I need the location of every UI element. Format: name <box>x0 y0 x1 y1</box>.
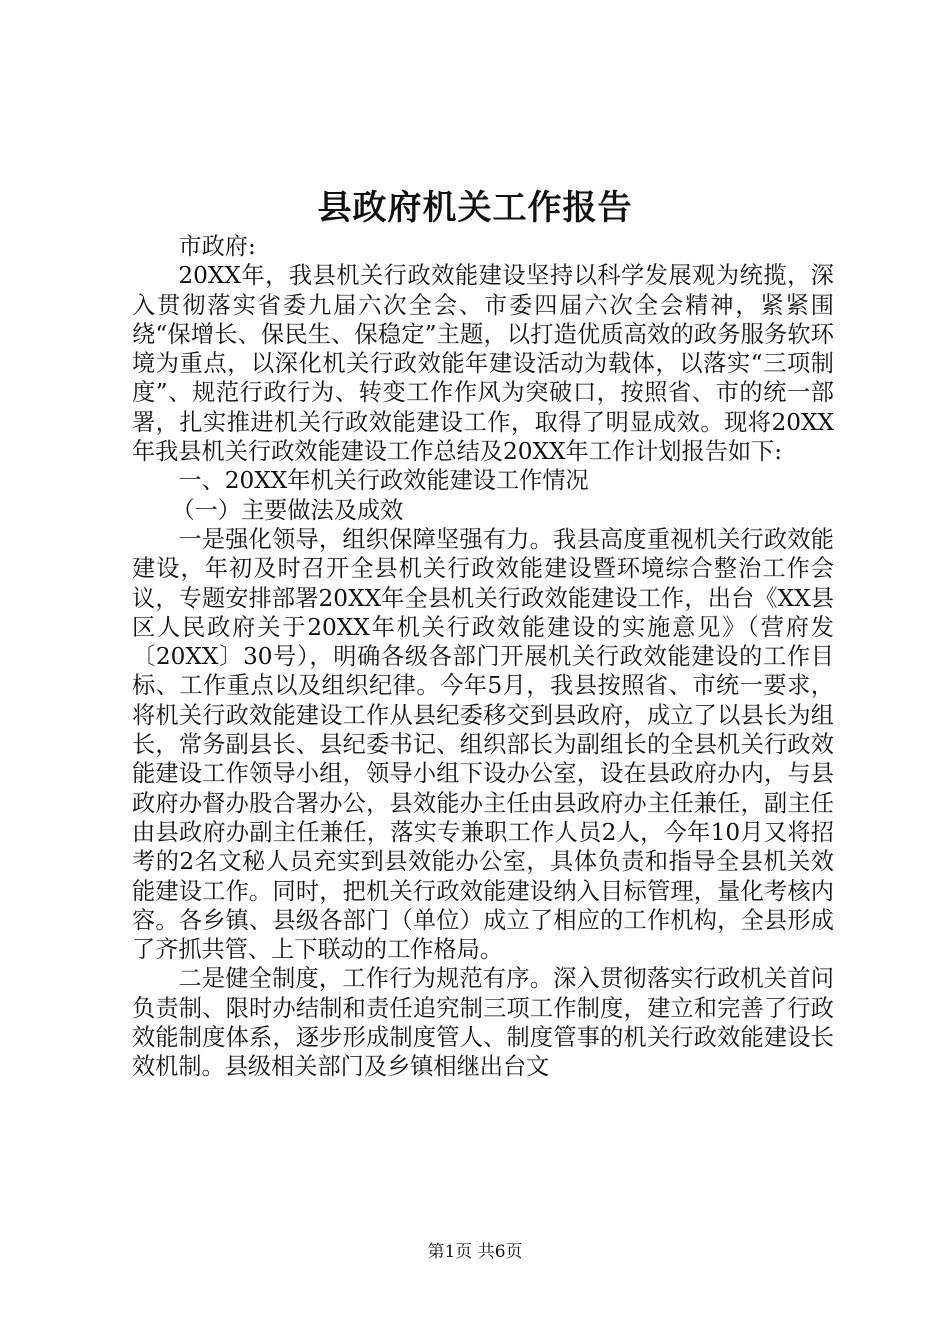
body-paragraph-system: 二是健全制度，工作行为规范有序。深入贯彻落实行政机关首问负责制、限时办结制和责任追究制三项工作制度，建立和完善了行政效能制度体系，逐步形成制度管人、制度管事的机关行政效能建设长效机制。县级相关部门及乡镇相继出台文 <box>132 965 834 1081</box>
document-body <box>132 232 834 1082</box>
section-heading: 一、20XX年机关行政效能建设工作情况 <box>178 467 589 495</box>
salutation: 市政府: <box>178 233 256 260</box>
page-footer: 第1页 共6页 <box>427 1242 523 1262</box>
body-paragraph-leadership: 一是强化领导，组织保障坚强有力。我县高度重视机关行政效能建设，年初及时召开全县机关行政效能建设暨环境综合整治工作会议，专题安排部署20XX年全县机关行政效能建设工作，出台《XX县区人民政府关于20XX年机关行政效能建设的实施意见》（营府发〔20XX〕30号），明确各级各部门开展机关行政效能建设的工作目标、工作重点以及组织纪律。今年5月，我县按照省、市统一要求，将机关行政效能建设工作从县纪委移交到县政府，成立了以县长为组长，常务副县长、县纪委书记、组织部长为副组长的全县机关行政效能建设工作领导小组，领导小组下设办公室，设在县政府办内，与县政府办督办股合署办公，县效能办主任由县政府办主任兼任，副主任由县政府办副主任兼任，落实专兼职工作人员2人，今年10月又将招考的2名文秘人员充实到县效能办公室，具体负责和指导全县机关效能建设工作。同时，把机关行政效能建设纳入目标管理，量化考核内容。各乡镇、县级各部门（单位）成立了相应的工作机构，全县形成了齐抓共管、上下联动的工作格局。 <box>132 525 834 964</box>
subsection-heading: （一）主要做法及成效 <box>171 496 404 524</box>
document-title: 县政府机关工作报告 <box>317 188 633 228</box>
intro-paragraph: 20XX年，我县机关行政效能建设坚持以科学发展观为统揽，深入贯彻落实省委九届六次全会、市委四届六次全会精神，紧紧围绕“保增长、保民生、保稳定”主题，以打造优质高效的政务服务软环境为重点，以深化机关行政效能年建设活动为载体，以落实“三项制度”、规范行政行为、转变工作作风为突破口，按照省、市的统一部署，扎实推进机关行政效能建设工作，取得了明显成效。现将20XX年我县机关行政效能建设工作总结及20XX年工作计划报告如下: <box>132 262 834 466</box>
